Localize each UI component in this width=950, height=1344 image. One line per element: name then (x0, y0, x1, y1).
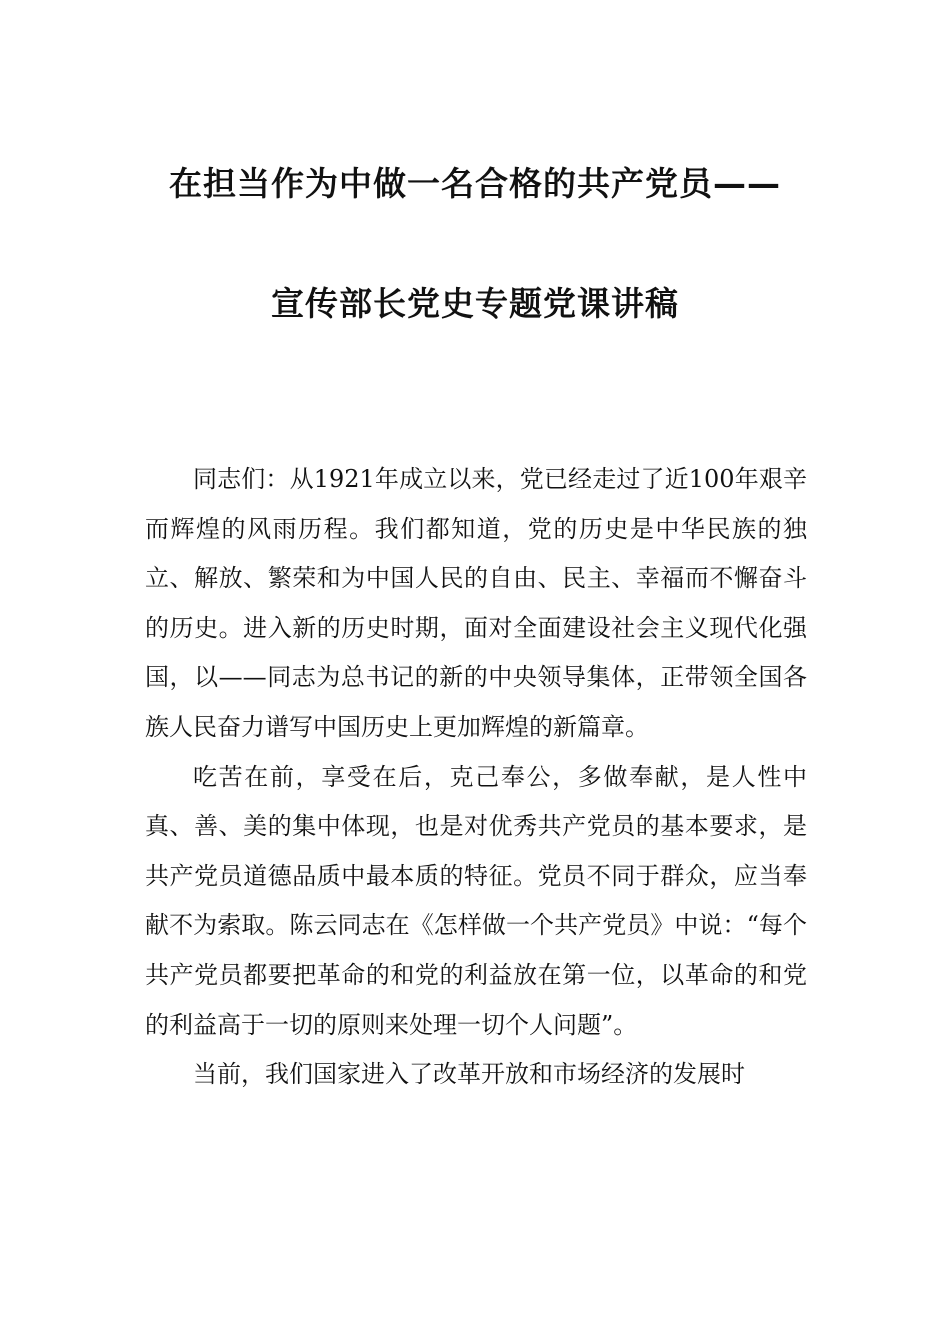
document-title-line-1: 在担当作为中做一名合格的共产党员—— (169, 164, 781, 203)
document-body (145, 455, 807, 1100)
paragraph-3: 当前，我们国家进入了改革开放和市场经济的发展时 (193, 1060, 745, 1089)
paragraph-1: 同志们：从1921年成立以来，党已经走过了近100年艰辛而辉煌的风雨历程。我们都知道，党的历史是中华民族的独立、解放、繁荣和为中国人民的自由、民主、幸福而不懈奋斗的历史。进入新的历史时期，面对全面建设社会主义现代化强国，以——同志为总书记的新的中央领导集体，正带领全国各族人民奋力谱写中国历史上更加辉煌的新篇章。 (145, 465, 807, 741)
document-title-line-2: 宣传部长党史专题党课讲稿 (271, 284, 679, 323)
paragraph-2: 吃苦在前，享受在后，克己奉公，多做奉献，是人性中真、善、美的集中体现，也是对优秀共产党员的基本要求，是共产党员道德品质中最本质的特征。党员不同于群众，应当奉献不为索取。陈云同志在《怎样做一个共产党员》中说：“每个共产党员都要把革命的和党的利益放在第一位，以革命的和党的利益高于一切的原则来处理一切个人问题”。 (145, 762, 807, 1039)
